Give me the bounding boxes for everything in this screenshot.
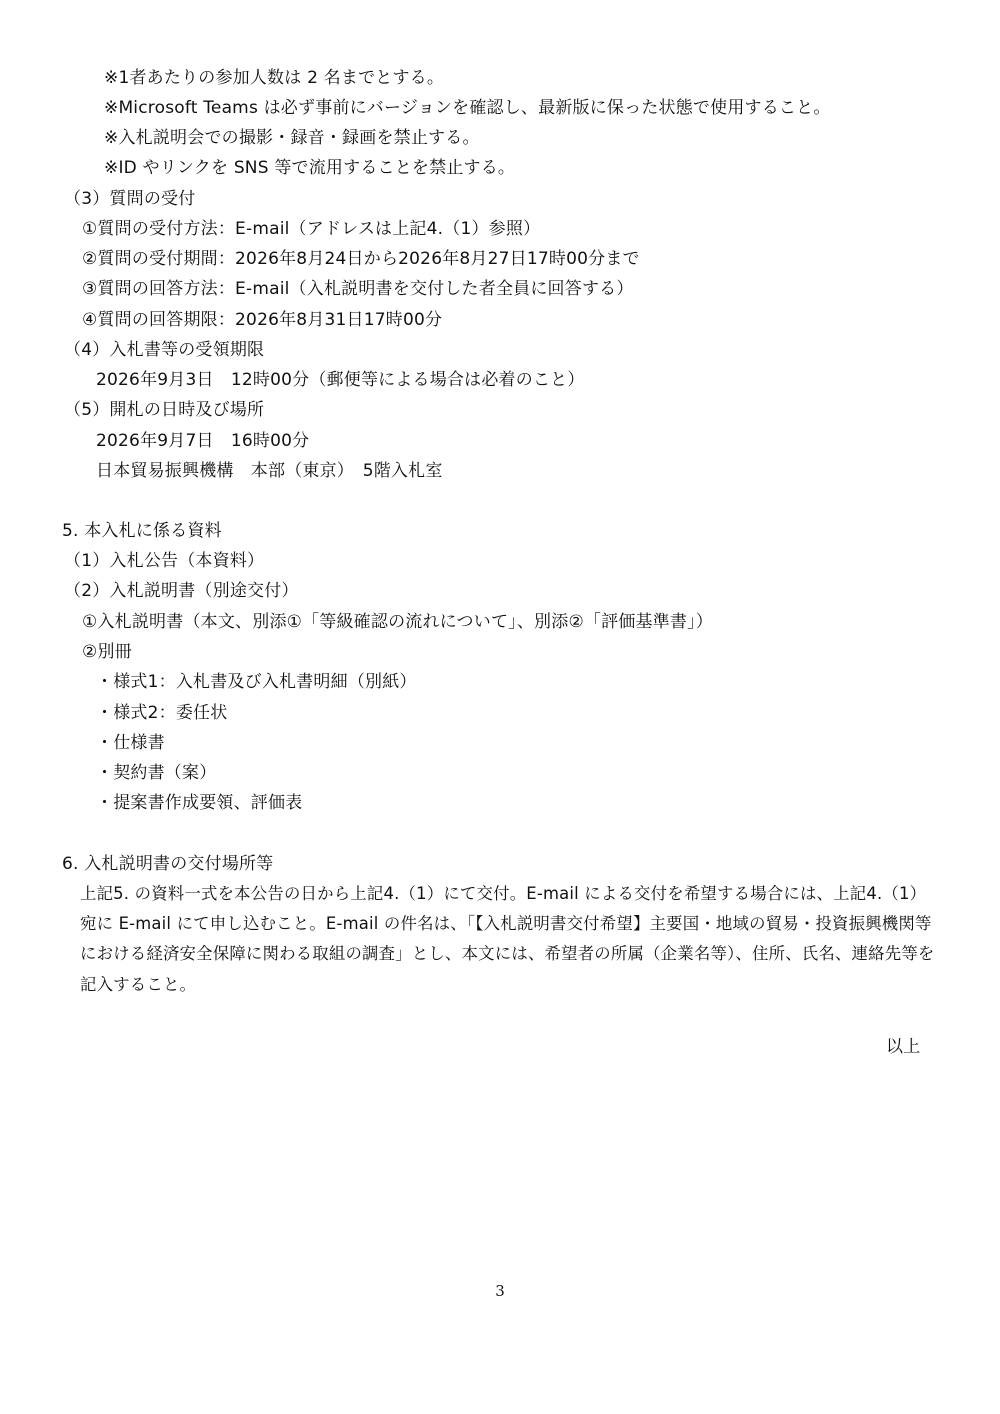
deadline-value: 2026年9月3日 12時00分（郵便等による場合は必着のこと） [96, 370, 585, 390]
answer-method: ③質問の回答方法：E-mail（入札説明書を交付した者全員に回答する） [82, 279, 634, 299]
section6-line3: における経済安全保障に関わる取組の調査」とし、本文には、希望者の所属（企業名等）、住所、氏名、連絡先等を [80, 944, 935, 963]
bullet-proposal-guidelines: ・提案書作成要領、評価表 [96, 793, 303, 813]
answer-deadline: ④質問の回答期限：2026年8月31日17時00分 [82, 310, 443, 330]
section5-item1: （1）入札公告（本資料） [64, 551, 265, 571]
note-participants: ※1者あたりの参加人数は 2 名までとする。 [104, 68, 445, 88]
note-recording-prohibited: ※入札説明会での撮影・録音・録画を禁止する。 [104, 128, 480, 148]
section5-sub1: ①入札説明書（本文、別添①「等級確認の流れについて」、別添②「評価基準書」） [82, 612, 713, 632]
bullet-contract: ・契約書（案） [96, 763, 217, 783]
opening-place: 日本貿易振興機構 本部（東京） 5階入札室 [96, 461, 443, 481]
section6-line1: 上記5. の資料一式を本公告の日から上記4.（1）にて交付。E-mail による交付を希望する場合には、上記4.（1） [80, 884, 927, 903]
question-period: ②質問の受付期間：2026年8月24日から2026年8月27日17時00分まで [82, 249, 640, 269]
closing-text: 以上 [886, 1037, 921, 1057]
opening-heading: （5）開札の日時及び場所 [64, 400, 265, 420]
question-method: ①質問の受付方法：E-mail（アドレスは上記4.（1）参照） [82, 219, 541, 239]
note-teams-version: ※Microsoft Teams は必ず事前にバージョンを確認し、最新版に保った状態で使用すること。 [104, 98, 831, 118]
section6-heading: 6. 入札説明書の交付場所等 [62, 854, 274, 874]
opening-datetime: 2026年9月7日 16時00分 [96, 431, 310, 451]
page-number: 3 [495, 1282, 505, 1300]
section5-sub2: ②別冊 [82, 642, 132, 662]
section5-heading: 5. 本入札に係る資料 [62, 521, 222, 541]
bullet-form2: ・様式2：委任状 [96, 703, 228, 723]
deadline-heading: （4）入札書等の受領期限 [64, 340, 265, 360]
bullet-specification: ・仕様書 [96, 733, 165, 753]
note-sns-prohibited: ※ID やリンクを SNS 等で流用することを禁止する。 [104, 158, 516, 178]
questions-heading: （3）質問の受付 [64, 189, 196, 209]
section5-item2: （2）入札説明書（別途交付） [64, 581, 299, 601]
section6-line2: 宛に E-mail にて申し込むこと。E-mail の件名は、「【入札説明書交付希望】主要国・地域の貿易・投資振興機関等 [80, 914, 932, 933]
section6-line4: 記入すること。 [80, 975, 197, 994]
bullet-form1: ・様式1：入札書及び入札書明細（別紙） [96, 672, 417, 692]
